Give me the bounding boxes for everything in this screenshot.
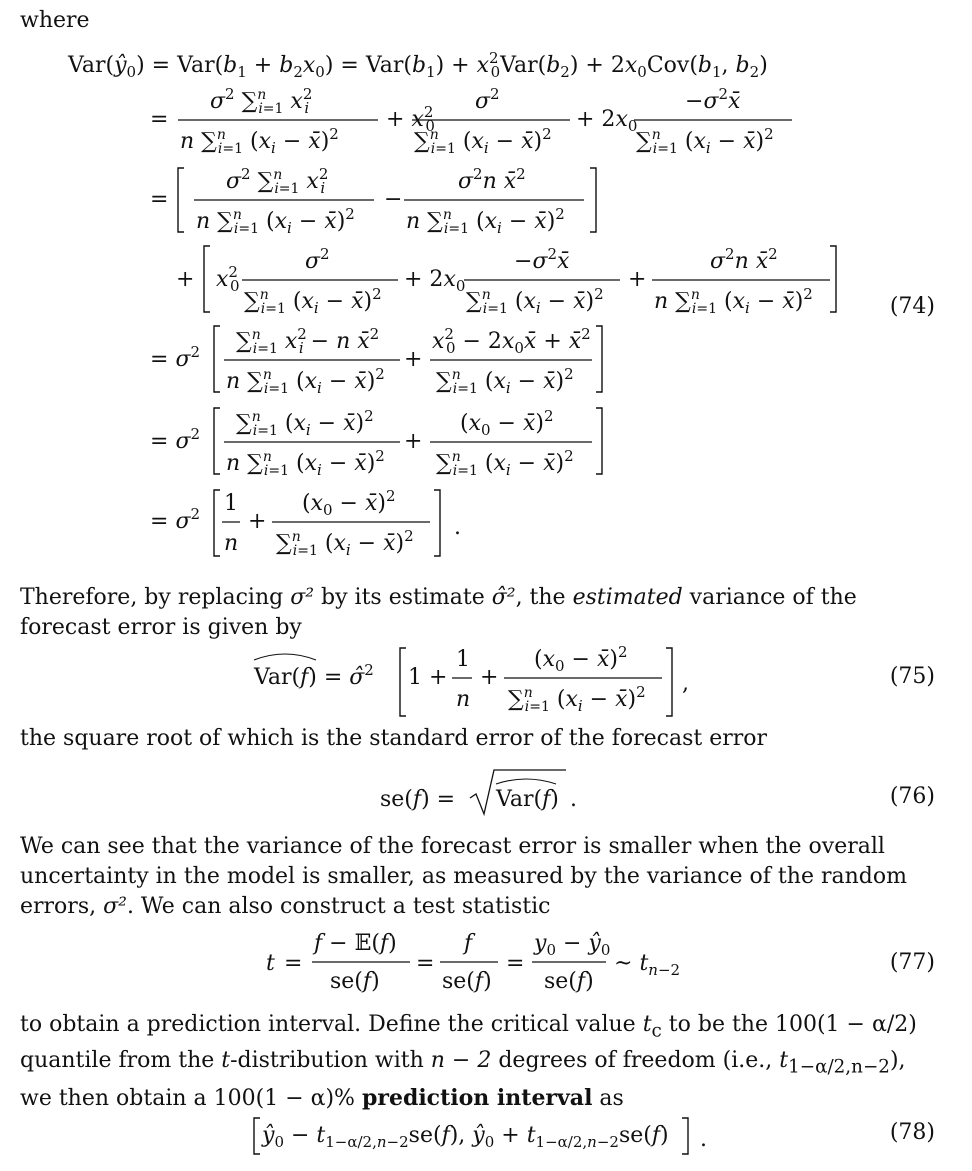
paragraph-uncertainty: We can see that the variance of the forecast error is smaller when the overall uncertainty in the model is smaller, as measured by the variance of the random errors, σ². We can also construct a test statistic: [20, 834, 907, 919]
equation-number-77: (77): [889, 950, 935, 975]
svg-text:∑ni=1 (xi − x̄)2: ∑$^n$ i=1 ($x_i$ − x̄)$^2$: [508, 683, 646, 715]
svg-text:f: f: [464, 931, 473, 956]
svg-text:+: +: [404, 429, 423, 454]
svg-text:x20 − 2x0x̄ + x̄2: $x^2$ $0 - 2x_0x̄$ + x̄$^2$: [432, 325, 591, 357]
svg-text:=: =: [506, 951, 525, 976]
equation-76: [370, 764, 670, 824]
paragraph-square-root: the square root of which is the standard error of the forecast error: [20, 726, 768, 751]
svg-text:∑ni=1 (xi − x̄)2: ∑$^n$ i=1 ($x_i$ − x̄)$^2$: [244, 285, 382, 317]
svg-text:se(f): se(f): [442, 969, 492, 994]
svg-text:+: +: [480, 665, 499, 690]
svg-text:∑ni=1 (xi − x̄)2: ∑$^n$ i=1 ($x_i$ − x̄)$^2$: [466, 285, 604, 317]
svg-text:1 +: 1 +: [408, 665, 448, 690]
svg-text:∑ni=1 (xi − x̄)2: ∑$^n$ i=1 ($x_i$ − x̄)$^2$: [276, 527, 414, 559]
svg-text:ŷ0 − t1−α/2,n−2se(f), ŷ0 + t1−: $ŷ_0 - t_{1-\alpha/2,n-2}se(f)$, $ŷ_0 + t_{1-\alpha/2,n-2}se(f)$: [262, 1123, 669, 1151]
svg-text:.: .: [570, 787, 577, 812]
svg-text:= σ2: = $\sigma^2$: [150, 505, 201, 534]
svg-text:x20: $x^2$ 0: [216, 263, 240, 295]
where-text: where: [20, 8, 90, 33]
equation-number-75: (75): [889, 664, 935, 689]
svg-text:= σ2: = $\sigma^2$: [150, 343, 201, 372]
svg-text:~ tn−2: ~ $t_{n-2}$: [614, 951, 681, 979]
equation-74-block: [0, 40, 972, 615]
svg-text:σ2 ∑ni=1 x2i: $\sigma^2$ ∑$^n$ i=1 $x^2$ i: [226, 165, 329, 197]
svg-text:,: ,: [682, 671, 689, 696]
svg-text:−σ2x̄: $-\sigma^2x̄$: [514, 245, 570, 274]
equation-number-74: (74): [889, 294, 935, 319]
svg-text:−: −: [384, 187, 403, 212]
svg-text:(x0 − x̄)2: ($x_0$ − x̄)$^2$: [460, 407, 554, 439]
svg-text:+ 2x0: + $2x_0$: [576, 107, 638, 135]
svg-text:y0 − ŷ0: $y_0$ − $ŷ_0$: [534, 931, 611, 959]
svg-text:(x0 − x̄)2: ($x_0$ − x̄)$^2$: [534, 643, 628, 675]
svg-text:Var(f) = σ̂2: Var(f) = σ̂$^2$: [254, 661, 374, 690]
svg-text:n ∑ni=1 (xi − x̄)2: n ∑$^n$ i=1 ($x_i$ − x̄)$^2$: [654, 285, 813, 317]
equation-number-78: (78): [889, 1120, 935, 1145]
svg-text:σ2 ∑ni=1 x2i: $\sigma^2$ ∑$^n$ i=1 $x^2$ i: [210, 85, 313, 117]
svg-text:∑ni=1 (xi − x̄)2: ∑$^n$ i=1 ($x_i$ − x̄)$^2$: [436, 447, 574, 479]
svg-text:(x0 − x̄)2: ($x_0$ − x̄)$^2$: [302, 487, 396, 519]
svg-text:.: .: [454, 515, 461, 540]
svg-text:n ∑ni=1 (xi − x̄)2: n ∑$^n$ i=1 ($x_i$ − x̄)$^2$: [406, 205, 565, 237]
svg-text:=: =: [284, 951, 303, 976]
equation-77: [260, 926, 720, 998]
svg-text:+: +: [176, 267, 195, 292]
svg-text:f − 𝔼(f): f − 𝔼(f): [314, 931, 397, 956]
svg-text:+ x20: + $x^2$ 0: [386, 103, 435, 135]
svg-text:∑ni=1 (xi − x̄)2: ∑$^n$ i=1 ($x_i$ − x̄)$^2$: [636, 125, 774, 157]
svg-text:Var(ŷ0) = Var(b1 + b2x0) = Var: $Var(ŷ_0) = Var(b_1 + b_2x_0) = Var(b_1) + x^2$ $0Var(b_2) + 2x_0Cov(b_1$, $b_2$): [68, 49, 768, 81]
svg-text:=: =: [150, 107, 169, 132]
paragraph-estimated-variance: Therefore, by replacing σ² by its estimate σ̂², the estimated variance of the forecast error is given by: [20, 585, 857, 640]
svg-text:se(f) =: se(f) =: [380, 787, 456, 812]
svg-text:∑ni=1 (xi − x̄)2: ∑$^n$ i=1 ($x_i$ − x̄)$^2$: [414, 125, 552, 157]
svg-text:Var(f): Var(f): [496, 787, 559, 812]
svg-text:= σ2: = $\sigma^2$: [150, 425, 201, 454]
equation-75: [240, 640, 940, 726]
svg-text:1: 1: [456, 647, 470, 672]
svg-text:t: t: [266, 951, 275, 976]
svg-text:+: +: [248, 509, 267, 534]
svg-text:+: +: [628, 267, 647, 292]
svg-text:+ 2x0: + $2x_0$: [404, 267, 466, 295]
svg-text:=: =: [150, 187, 169, 212]
paragraph-prediction-interval: to obtain a prediction interval. Define the critical value $t_c$ to be the 100(1 − α/2) quantile from the t-distribution with n − 2 degrees of freedom (i.e., $t_{1-\alpha/2,n-2}$), we then obtain a 100(1 − α)% prediction interval as: [20, 1012, 917, 1111]
equation-78: [248, 1114, 728, 1160]
svg-text:1: 1: [224, 491, 238, 516]
svg-text:=: =: [416, 951, 435, 976]
svg-text:se(f): se(f): [330, 969, 380, 994]
svg-text:σ2: $\sigma^2$: [305, 245, 330, 274]
svg-text:+: +: [404, 347, 423, 372]
svg-text:n: n: [456, 687, 471, 712]
svg-text:∑ni=1 (xi − x̄)2: ∑$^n$ i=1 ($x_i$ − x̄)$^2$: [436, 365, 574, 397]
svg-text:−σ2x̄: $-\sigma^2x̄$: [685, 85, 741, 114]
svg-text:.: .: [700, 1127, 707, 1152]
svg-text:n ∑ni=1 (xi − x̄)2: n ∑$^n$ i=1 ($x_i$ − x̄)$^2$: [226, 447, 385, 479]
svg-text:σ2: $\sigma^2$: [475, 85, 500, 114]
svg-text:σ2n x̄2: $\sigma^2n$ x̄$^2$: [710, 245, 778, 274]
svg-text:n ∑ni=1 (xi − x̄)2: n ∑$^n$ i=1 ($x_i$ − x̄)$^2$: [180, 125, 339, 157]
equation-number-76: (76): [889, 784, 935, 809]
svg-text:se(f): se(f): [544, 969, 594, 994]
svg-text:∑ni=1 (xi − x̄)2: ∑$^n$ i=1 ($x_i$ − x̄)$^2$: [236, 407, 374, 439]
svg-text:n ∑ni=1 (xi − x̄)2: n ∑$^n$ i=1 ($x_i$ − x̄)$^2$: [196, 205, 355, 237]
svg-text:n ∑ni=1 (xi − x̄)2: n ∑$^n$ i=1 ($x_i$ − x̄)$^2$: [226, 365, 385, 397]
svg-text:n: n: [224, 531, 239, 556]
svg-text:∑ni=1 x2i − n x̄2: ∑$^n$ i=1 $x^2$ i − n x̄$^2$: [236, 325, 380, 357]
svg-text:σ2n x̄2: $\sigma^2n$ x̄$^2$: [458, 165, 526, 194]
